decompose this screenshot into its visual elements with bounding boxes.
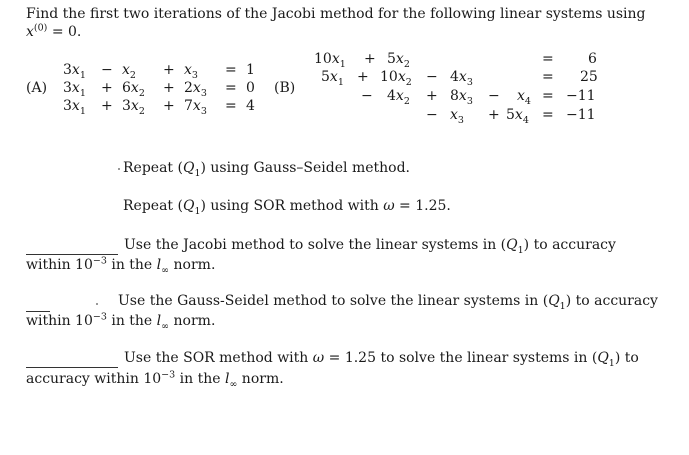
term: $7x_3$ <box>184 98 207 117</box>
operator: + <box>163 62 175 78</box>
operator: + <box>163 80 175 96</box>
operator: + <box>364 51 376 67</box>
x0-superscript: (0) <box>33 22 48 34</box>
term: $3x_2$ <box>122 98 145 117</box>
term: $4x_2$ <box>387 88 410 107</box>
equals-sign: = <box>542 107 554 123</box>
term: $x_3$ <box>184 62 198 81</box>
operator: + <box>101 98 113 114</box>
question-sor: Repeat $(Q_1)$ using SOR method with ω = 1.25. <box>123 198 451 217</box>
x0-rest: = 0. <box>47 24 82 40</box>
equals-sign: = <box>542 69 554 85</box>
rhs-value: 25 <box>580 69 598 85</box>
equals-sign: = <box>225 62 237 78</box>
system-a-label: (A) <box>26 80 48 96</box>
mark-dot <box>96 303 98 305</box>
operator: − <box>426 69 438 85</box>
system-b-label: (B) <box>274 80 296 96</box>
term: $3x_1$ <box>63 98 86 117</box>
operator: + <box>357 69 369 85</box>
term: $5x_2$ <box>387 51 410 70</box>
equals-sign: = <box>225 80 237 96</box>
rhs-value: −11 <box>566 88 596 104</box>
question-jacobi-accuracy-line-1: Use the Jacobi method to solve the linear systems in $(Q_1)$ to accuracy <box>124 237 616 256</box>
operator: − <box>361 88 373 104</box>
question-jacobi-accuracy-line-2: within $10^{-3}$ in the $l_\infty$ norm. <box>26 255 216 276</box>
operator: + <box>488 107 500 123</box>
operator: − <box>101 62 113 78</box>
equals-sign: = <box>225 98 237 114</box>
rhs-value: 1 <box>246 62 255 78</box>
question-gauss-seidel-accuracy-line-2: within $10^{-3}$ in the $l_\infty$ norm. <box>26 311 216 332</box>
answer-blank-line <box>26 311 50 312</box>
rhs-value: −11 <box>566 107 596 123</box>
intro-line-1: Find the first two iterations of the Jacobi method for the following linear systems using <box>26 6 646 22</box>
equals-sign: = <box>542 88 554 104</box>
term: $5x_1$ <box>321 69 344 88</box>
term: $8x_3$ <box>450 88 473 107</box>
question-gauss-seidel: Repeat $(Q_1)$ using Gauss–Seidel method. <box>123 160 411 179</box>
term: $5x_4$ <box>506 107 529 126</box>
term: $10x_1$ <box>314 51 346 70</box>
question-sor-accuracy-line-2: accuracy within $10^{-3}$ in the $l_\infty$ norm. <box>26 369 284 390</box>
term: $10x_2$ <box>380 69 412 88</box>
mark-dot <box>118 168 120 170</box>
intro-line-2 <box>26 24 81 40</box>
rhs-value: 6 <box>588 51 597 67</box>
x0-symbol: x <box>26 24 34 40</box>
term: $3x_1$ <box>63 80 86 99</box>
term: $6x_2$ <box>122 80 145 99</box>
question-gauss-seidel-accuracy-line-1: Use the Gauss-Seidel method to solve the linear systems in $(Q_1)$ to accuracy <box>118 293 658 312</box>
question-sor-accuracy-line-1: Use the SOR method with ω = 1.25 to solve the linear systems in $(Q_1)$ to <box>124 350 639 369</box>
operator: − <box>426 107 438 123</box>
operator: − <box>488 88 500 104</box>
term: $3x_1$ <box>63 62 86 81</box>
operator: + <box>163 98 175 114</box>
term: $x_3$ <box>450 107 464 126</box>
term: $x_2$ <box>122 62 136 81</box>
term: $4x_3$ <box>450 69 473 88</box>
operator: + <box>101 80 113 96</box>
term: $x_4$ <box>517 88 531 107</box>
answer-blank-line <box>26 367 118 368</box>
rhs-value: 0 <box>246 80 255 96</box>
rhs-value: 4 <box>246 98 255 114</box>
operator: + <box>426 88 438 104</box>
equals-sign: = <box>542 51 554 67</box>
term: $2x_3$ <box>184 80 207 99</box>
